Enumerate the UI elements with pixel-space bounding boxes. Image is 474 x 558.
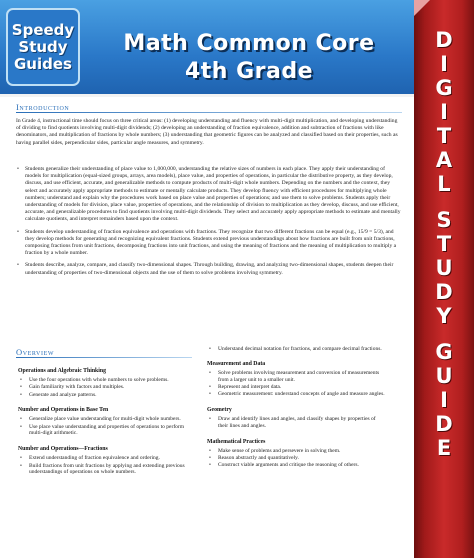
logo-line: Study	[18, 37, 68, 56]
overview-section-title: Geometry	[207, 406, 232, 413]
list-item: • Understand decimal notation for fractions, and compare decimal fractions.	[205, 346, 385, 353]
book-title	[84, 30, 414, 86]
list-item: • Make sense of problems and persevere in solving them.	[205, 448, 385, 455]
title-line-1: Math Common Core	[123, 31, 375, 56]
overview-section-title: Number and Operations in Base Ten	[18, 407, 109, 414]
overview-left-column	[16, 362, 196, 477]
spine-letter: A	[435, 148, 453, 172]
spine-title	[420, 28, 468, 460]
list-item: • Use the four operations with whole numbers to solve problems.	[16, 377, 196, 384]
overview-section-title: Mathematical Practices	[207, 438, 266, 445]
title-line-2: 4th Grade	[184, 59, 314, 84]
list-item: • Use place value understanding and properties of operations to perform multi-digit arithmetic.	[16, 424, 196, 438]
spine-letter: Y	[436, 304, 452, 328]
cover-content	[0, 97, 414, 558]
list-item: • Extend understanding of fraction equivalence and ordering.	[16, 455, 196, 462]
spine-gap	[420, 328, 468, 340]
overview-list	[205, 370, 385, 398]
introduction-bullets	[16, 166, 402, 282]
overview-section-title: Number and Operations—Fractions	[18, 446, 108, 453]
spine-letter: U	[435, 256, 453, 280]
cover-header	[0, 0, 414, 94]
list-item: • Represent and interpret data.	[205, 384, 385, 391]
overview-rule	[16, 357, 192, 358]
list-item: • Gain familiarity with factors and multiples.	[16, 384, 196, 391]
introduction-rule	[16, 112, 402, 113]
spine-letter: I	[440, 100, 448, 124]
overview-right-column	[205, 346, 385, 469]
introduction-heading: Introduction	[16, 102, 70, 112]
overview-section-title: Operations and Algebraic Thinking	[18, 368, 106, 374]
logo-line: Speedy	[11, 20, 75, 39]
spine-letter: D	[435, 412, 453, 436]
overview-list	[205, 416, 385, 430]
list-item: • Build fractions from unit fractions by applying and extending previous understandings of operations on whole numbers.	[16, 463, 196, 477]
spine-letter: L	[437, 172, 451, 196]
list-item: • Students develop understanding of fraction equivalence and operations with fractions. They recognize that two different fractions can be equal (e.g., 15/9 = 5/3), and they develop methods for generating and recognizing equivalent fractions. Students extend previous understandings about how fractions are built from unit fractions, composing fractions from unit fractions, decomposing fractions into unit fractions, and using the meaning of fractions and the meaning of multiplication to multiply a fraction by a whole number.	[16, 229, 402, 258]
spine-letter: G	[435, 76, 453, 100]
spine-gap	[420, 196, 468, 208]
list-item: • Students describe, analyze, compare, and classify two-dimensional shapes. Through building, drawing, and analyzing two-dimensional shapes, students deepen their understanding of properties of two-dimensional objects and the use of them to solve problems involving symmetry.	[16, 262, 402, 276]
overview-list	[16, 377, 196, 398]
list-item: • Students generalize their understanding of place value to 1,000,000, understanding the relative sizes of numbers in each place. They apply their understanding of models for multiplication (equal-sized groups, arrays, area models), place value, and properties of operations, in particular the distributive property, as they develop, discuss, and use efficient, accurate, and generalizable methods to compute products of multi-digit whole numbers. Depending on the numbers and the context, they select and accurately apply appropriate methods to estimate or mentally calculate products. They develop fluency with efficient procedures for multiplying whole numbers; understand and explain why the procedures work based on place value and properties of operations; and use them to solve problems. Students apply their understanding of models for division, place value, properties of operations, and the relationship of division to multiplication as they develop, discuss, and use efficient, accurate, and generalizable procedures to find quotients involving multi-digit dividends. They select and accurately apply appropriate methods to estimate and mentally calculate quotients, and interpret remainders based upon the context.	[16, 166, 402, 224]
page-fold-corner	[414, 0, 430, 16]
spine-letter: D	[435, 28, 453, 52]
spine-letter: E	[436, 436, 452, 460]
overview-list	[205, 346, 385, 353]
spine-letter: T	[436, 124, 452, 148]
overview-list	[16, 416, 196, 437]
list-item: • Geometric measurement: understand concepts of angle and measure angles.	[205, 391, 385, 398]
spine-letter: I	[440, 388, 448, 412]
overview-list	[205, 448, 385, 469]
overview-section-title: Measurement and Data	[207, 360, 266, 367]
spine-letter: D	[435, 280, 453, 304]
introduction-paragraph: In Grade 4, instructional time should focus on three critical areas: (1) developing understanding and fluency with multi-digit multiplication, and developing understanding of dividing to find quotients involving multi-digit dividends; (2) developing an understanding of fraction equivalence, addition and subtraction of fractions with like denominators, and multiplication of fractions by whole numbers; (3) understanding that geometric figures can be analyzed and classified based on their properties, such as having parallel sides, perpendicular sides, particular angle measures, and symmetry.	[16, 118, 398, 146]
spine-letter: I	[440, 52, 448, 76]
list-item: • Reason abstractly and quantitatively.	[205, 455, 385, 462]
list-item: • Draw and identify lines and angles, and classify shapes by properties of their lines and angles.	[205, 416, 385, 430]
overview-list	[16, 455, 196, 476]
spine-letter: T	[436, 232, 452, 256]
speedy-study-guides-logo	[6, 8, 80, 86]
list-item: • Solve problems involving measurement and conversion of measurements from a larger unit to a smaller unit.	[205, 370, 385, 384]
list-item: • Generalize place value understanding for multi-digit whole numbers.	[16, 416, 196, 423]
list-item: • Construct viable arguments and critique the reasoning of others.	[205, 462, 385, 469]
spine-letter: S	[436, 208, 452, 232]
logo-line: Guides	[14, 54, 72, 73]
spine-letter: G	[435, 340, 453, 364]
spine-letter: U	[435, 364, 453, 388]
list-item: • Generate and analyze patterns.	[16, 392, 196, 399]
overview-heading: Overview	[16, 347, 55, 357]
